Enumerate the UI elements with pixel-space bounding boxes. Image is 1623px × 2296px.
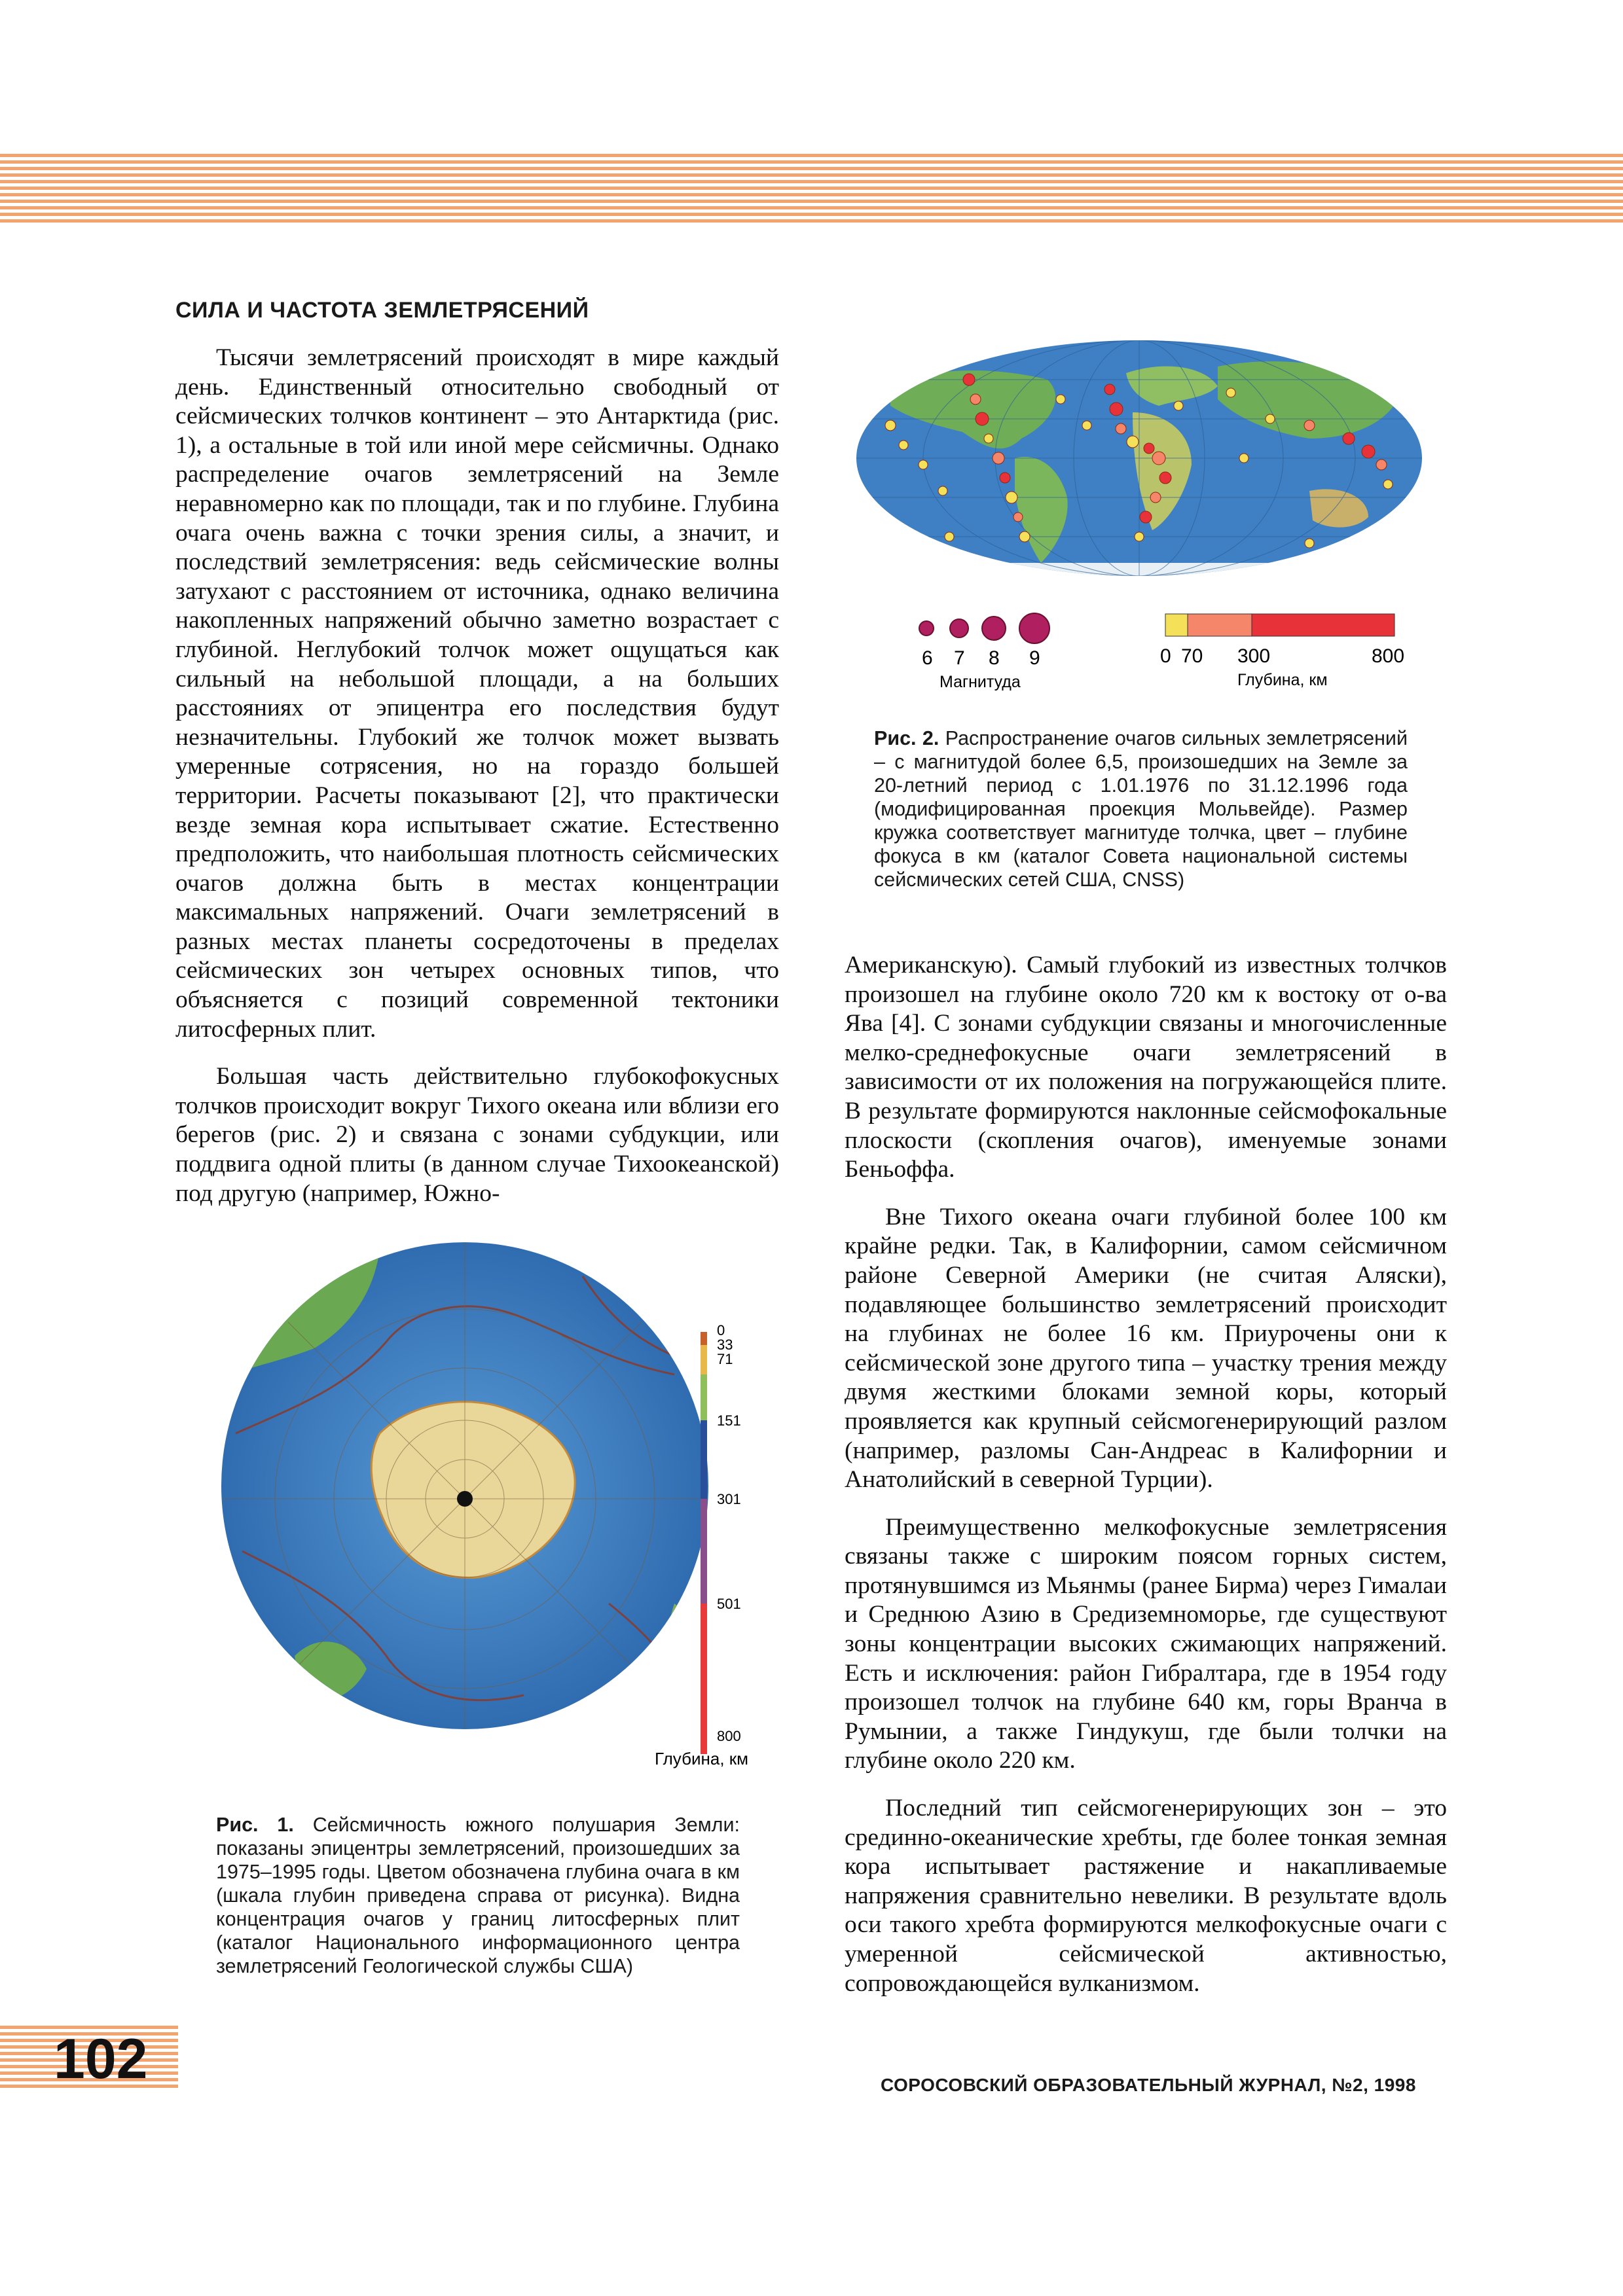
depth-band-shallow — [1165, 614, 1188, 636]
magnitude-9-circle — [1019, 613, 1049, 643]
figure-2-world-map — [851, 327, 1427, 589]
left-column — [175, 344, 779, 1227]
magnitude-tick: 6 — [922, 647, 933, 669]
depth-tick: 0 — [717, 1322, 725, 1338]
section-title: СИЛА И ЧАСТОТА ЗЕМЛЕТРЯСЕНИЙ — [175, 298, 589, 323]
depth-band-33-71 — [701, 1345, 707, 1374]
right-column — [845, 951, 1447, 2017]
depth-tick: 70 — [1181, 645, 1203, 667]
journal-footer: СОРОСОВСКИЙ ОБРАЗОВАТЕЛЬНЫЙ ЖУРНАЛ, №2, 1998 — [881, 2075, 1416, 2095]
paragraph: Последний тип сейсмогенерирующих зон – это срединно-океанические хребты, где более тонкая земная кора испытывает растяжение и накапливаемые напряжения сравнительно невелики. В результате вдоль оси такого хребта формируются мелкофокусные очаги с умеренной сейсмической активностью, сопровождающейся вулканизмом. — [845, 1795, 1447, 1997]
paragraph: Американскую). Самый глубокий из известных толчков произошел на глубине около 720 км к востоку от о-ва Ява [4]. С зонами субдукции связаны и многочисленные мелко-среднефокусные очаги землетрясений в зависимости от их положения на погружающейся плите. В результате формируются наклонные сейсмофокальные плоскости (скопления очагов), именуемые зонами Беньоффа. — [845, 952, 1447, 1183]
figure-2-depth-legend — [1152, 609, 1414, 694]
header-stripe-band — [0, 154, 1623, 226]
depth-tick: 301 — [717, 1491, 741, 1507]
depth-title: Глубина, км — [1237, 671, 1328, 689]
figure-1-depth-scale — [655, 1322, 779, 1767]
magnitude-6-circle — [919, 621, 934, 636]
depth-band-151-301 — [701, 1420, 707, 1499]
south-pole — [457, 1491, 473, 1507]
figure-label: Рис. 2. — [874, 727, 939, 749]
figure-1-southern-hemisphere-globe — [216, 1237, 714, 1734]
depth-tick: 71 — [717, 1351, 733, 1367]
depth-band-mid — [1188, 614, 1252, 636]
caption-text: Сейсмичность южного полушария Земли: показаны эпицентры землетрясений, произошедших за 1975–1995 годы. Цветом обозначена глубина очага в км (шкала глубин приведена справа от рисунка). Видна концентрация очагов у границ литосферных плит (каталог Национального информационного центра землетрясений Геологической службы США) — [216, 1814, 740, 1977]
magnitude-title: Магнитуда — [939, 673, 1021, 691]
depth-band-501-800 — [701, 1604, 707, 1754]
depth-band-71-151 — [701, 1374, 707, 1420]
magnitude-tick: 8 — [989, 647, 1000, 669]
magnitude-tick: 7 — [954, 647, 965, 669]
depth-tick: 0 — [1160, 645, 1171, 667]
paragraph: Тысячи землетрясений происходят в мире каждый день. Единственный относительно свободный от сейсмических толчков континент – это Антарктида (рис. 1), а остальные в той или иной мере сейсмичны. Однако распределение очагов землетрясений на Земле неравномерно как по площади, так и по глубине. Глубина очага очень важна с точки зрения силы, а значит, и последствий землетрясения: ведь сейсмические волны затухают с расстоянием от источника, однако величина накопленных напряжений обычно заметно возрастает с глубиной. Неглубокий толчок может ощущаться как сильный на небольшой площади, а на больших расстояниях от эпицентра его последствия будут незначительны. Глубокий же толчок может вызвать умеренные сотрясения, но на гораздо большей территории. Расчеты показывают [2], что практически везде земная кора испытывает сжатие. Естественно предположить, что наибольшая плотность сейсмических очагов должна быть в местах концентрации максимальных напряжений. Очаги землетрясений в разных местах планеты сосредоточены в пределах сейсмических зон четырех основных типов, что объясняется с позиций современной тектоники литосферных плит. — [175, 344, 779, 1043]
depth-tick: 151 — [717, 1412, 741, 1429]
figure-2-caption — [874, 726, 1408, 891]
depth-tick: 800 — [1372, 645, 1405, 667]
magnitude-tick: 9 — [1029, 647, 1040, 669]
figure-2-magnitude-legend — [910, 605, 1067, 691]
magnitude-8-circle — [982, 617, 1006, 640]
depth-tick: 33 — [717, 1336, 733, 1353]
depth-band-0-33 — [701, 1332, 707, 1345]
figure-1-caption — [216, 1813, 740, 1978]
figure-label: Рис. 1. — [216, 1814, 294, 1836]
page-number: 102 — [54, 2028, 148, 2090]
paragraph: Вне Тихого океана очаги глубиной более 100 км крайне редки. Так, в Калифорнии, самом сейсмичном районе Северной Америки (не считая Аляски), подавляющее большинство землетрясений происходит на глубинах не более 16 км. Приурочены они к сейсмической зоне другого типа – участку трения между двумя жесткими блоками земной коры, который проявляется как крупный сейсмогенерирующий разлом (например, разломы Сан-Андреас в Калифорнии и Анатолийский в северной Турции). — [845, 1203, 1447, 1494]
caption-text: Распространение очагов сильных землетрясений – с магнитудой более 6,5, произошедших на Земле за 20-летний период с 1.01.1976 по 31.12.1996 года (модифицированная проекция Мольвейде). Размер кружка соответствует магнитуде толчка, цвет – глубине фокуса в км (каталог Совета национальной системы сейсмических сетей США, CNSS) — [874, 727, 1408, 891]
paragraph: Большая часть действительно глубокофокусных толчков происходит вокруг Тихого океана или вблизи его берегов (рис. 2) и связана с зонами субдукции, или поддвига одной плиты (в данном случае Тихоокеанской) под другую (например, Южно- — [175, 1063, 779, 1207]
depth-band-301-501 — [701, 1499, 707, 1604]
depth-title: Глубина, км — [655, 1749, 749, 1768]
depth-tick: 501 — [717, 1596, 741, 1612]
depth-band-deep — [1252, 614, 1395, 636]
paragraph: Преимущественно мелкофокусные землетрясения связаны также с широким поясом горных систем, протянувшимся из Мьянмы (ранее Бирма) через Гималаи и Среднюю Азию в Средиземноморье, где существуют зоны концентрации высоких сжимающих напряжений. Есть и исключения: район Гибралтара, где в 1954 году произошел толчок на глубине 640 км, горы Вранча в Румынии, а также Гиндукуш, где были толчки на глубине около 220 км. — [845, 1513, 1447, 1774]
magnitude-7-circle — [950, 619, 968, 637]
depth-tick: 300 — [1237, 645, 1271, 667]
depth-tick: 800 — [717, 1728, 741, 1744]
